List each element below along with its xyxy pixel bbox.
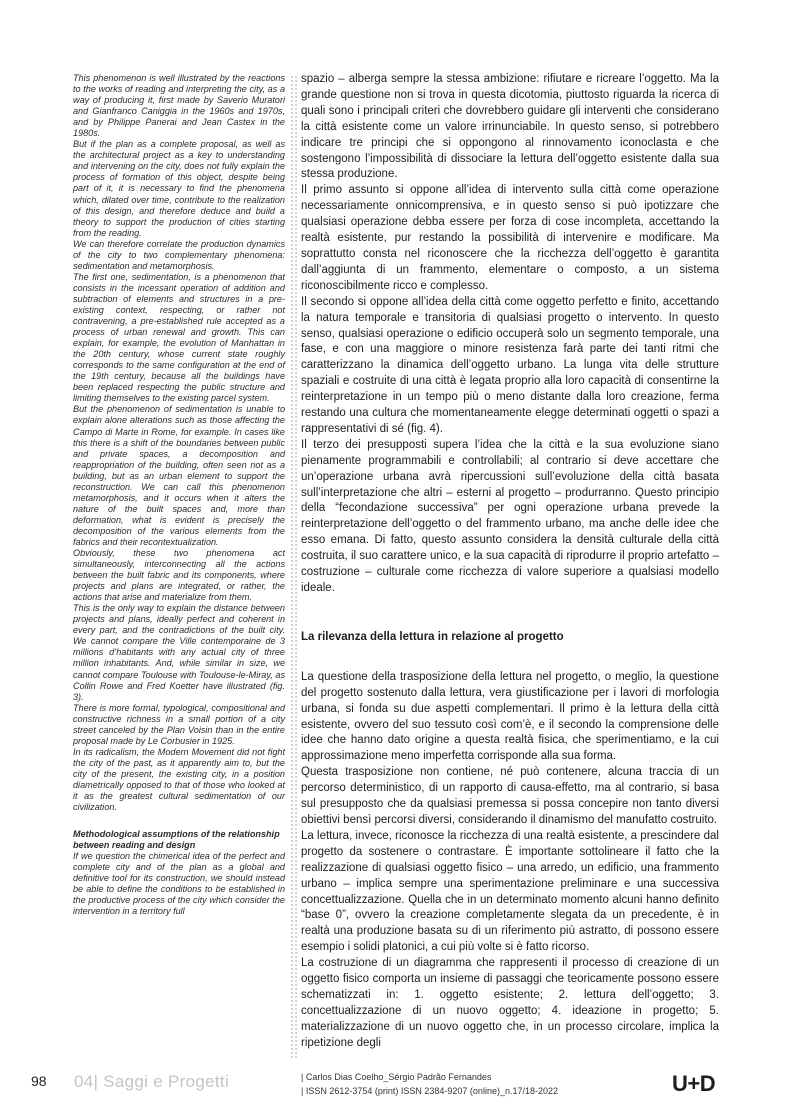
section-heading: La rilevanza della lettura in relazione al progetto (301, 630, 564, 643)
main-text-column (301, 72, 719, 1052)
sidebar-paragraph: But if the plan as a complete proposal, as well as the architectural project as a key to understanding and intervening on the city, does not fully explain the process of formation of this object, despite being part of it, it is necessary to find the phenomena which, dilated over time, contribute to the realization of this design, and therefore deduce and build a theory to support the production of cities starting from the reading. (73, 139, 285, 238)
body-paragraph: Il terzo dei presupposti supera l’idea che la città e la sua evoluzione siano pienamente programmabili e controllabili; al contrario si deve accettare che un’operazione urbana avrà ripercussioni sull’evoluzione della città basata sull’interpretazione che altri – esterni al progetto – produrranno. Questo principio della “fecondazione successiva” per ogni operazione urbana prevede la reinterpretazione dell’oggetto o del frammento urbano, ma anche delle idee che esso emana. Di fatto, questo assunto considera la densità culturale della città costruita, il suo carattere unico, e la sua capacità di riprodurre il proprio artefatto – costruzione – culturale come ricchezza di valore superiore a qualsiasi modello ideale. (301, 438, 719, 594)
footer-authors: | Carlos Dias Coelho_Sérgio Padrão Fernandes (301, 1072, 492, 1082)
sidebar-paragraph: We can therefore correlate the production dynamics of the city to two complementary phenomena: sedimentation and metamorphosis. (73, 238, 285, 271)
dotted-column-divider (290, 75, 298, 1060)
body-paragraph: Questa trasposizione non contiene, né può contenere, alcuna traccia di un percorso deterministico, di un rapporto di causa-effetto, ma al contrario, si basa sul presupposto che da qualsiasi premessa si possa concepire non tanto diversi obiettivi bensì percorsi diversi, considerando il dinamismo del manufatto costruito. (301, 766, 719, 826)
sidebar-paragraph: There is more formal, typological, compositional and constructive richness in a small portion of a city street canceled by the Plan Voisin than in the entire proposal made by Le Corbusier in 1925. (73, 702, 285, 746)
body-paragraph: spazio – alberga sempre la stessa ambizione: rifiutare e ricreare l’oggetto. Ma la grande questione non si trova in questa dicotomia, piuttosto riguarda la ricerca di quali sono i principali criteri che dovrebbero guidare gli interventi che considerano la città esistente come un valore irrinunciabile. In questo senso, si potrebbero indicare tre principi che si oppongono al rinnovamento iconoclasta e che sostengono l’impossibilità di dissociare la lettura dell’oggetto esistente dalla sua stessa produzione. (301, 73, 719, 181)
sidebar-paragraph: This is the only way to explain the distance between projects and plans, ideally perfect and coherent in every part, and the contradictions of the built city. We cannot compare the Ville contemporaine de 3 millions d’habitants with any actual city of three million inhabitants. And, while similar in size, we cannot compare Toulouse with Toulouse-le-Miray, as Collin Rowe and Fred Koetter have illustrated (fig. 3). (73, 603, 285, 702)
section-label: 04| Saggi e Progetti (74, 1072, 230, 1091)
sidebar-paragraph: In its radicalism, the Modern Movement did not fight the city of the past, as it apparently aim to, but the city of the present, the existing city, in a position diametrically opposed to that of those who looked at it as the greatest cultural sedimentation of our civilization. (73, 746, 285, 813)
body-paragraph: Il primo assunto si oppone all’idea di intervento sulla città come operazione necessariamente onnicomprensiva, e in questo senso si può ipotizzare che qualsiasi operazione debba essere per forza di cose incompleta, accettando la realtà esistente, pur restando la possibilità di intervenire e modificare. Ma soprattutto consta nel riconoscere che la ricchezza dell’oggetto è garantita dall’aggiunta di un frammento, elementare o composto, a un sistema riconoscibilmente ricco e complesso. (301, 184, 719, 292)
sidebar-paragraph: If we question the chimerical idea of the perfect and complete city and of the plan as a global and definitive tool for its construction, we should instead be able to define the conditions to be established in the productive process of the city which consider the intervention in a territory full (73, 851, 285, 917)
body-paragraph: La costruzione di un diagramma che rappresenti il processo di creazione di un oggetto fisico comporta un insieme di passaggi che teoricamente possono essere schematizzati in: 1. oggetto esistente; 2. lettura dell’oggetto; 3. concettualizzazione di un nuovo oggetto; 4. ideazione in progetto; 5. materializzazione di un nuovo oggetto che, in un processo circolare, implica la ripetizione degli (301, 957, 719, 1049)
sidebar-heading: Methodological assumptions of the relationship between reading and design (73, 829, 280, 851)
sidebar-paragraph: The first one, sedimentation, is a phenomenon that consists in the incessant operation of addition and subtraction of elements and structures in a pre-existing context, respecting, or rather not contravening, a pre-established rule accepted as a process of urban renewal and growth. This can explain, for example, the evolution of Manhattan in the 20th century, whose current state roughly corresponds to the same configuration at the end of the 19th century, because all the buildings have been replaced respecting the public structure and limiting themselves to the existing parcel system. (73, 271, 285, 404)
page-number: 98 (31, 1073, 47, 1089)
sidebar-paragraph: But the phenomenon of sedimentation is unable to explain alone alterations such as those affecting the Campo di Marte in Rome, for example. In cases like this there is a shift of the boundaries between public and private spaces, a decomposition and reappropriation of the building, often seen not as a building, but as an urban element to support the reconstruction. We can call this phenomenon metamorphosis, and it occurs when it alters the nature of the built spaces and, more than deformation, what is evident is precisely the decomposition of the various elements from the fabrics and their recontextualization. (73, 404, 285, 547)
journal-logo: U+D (672, 1071, 716, 1096)
body-paragraph: La lettura, invece, riconosce la ricchezza di una realtà esistente, a prescindere dal progetto da sostenere o contrastare. È importante sottolineare il fatto che la realizzazione di qualsiasi oggetto fisico – una arredo, un edificio, una frammento urbano – implica sempre una sperimentazione preliminare e una successiva concettualizzazione. Quella che in un determinato momento alcuni hanno definito “base 0”, ovvero la creazione completamente slegata da un precedente, è in realtà una produzione basata su di un riferimento più astratto, di possono essere esempio i solidi platonici, a cui più volte si è fatto ricorso. (301, 829, 719, 954)
body-paragraph: La questione della trasposizione della lettura nel progetto, o meglio, la questione del progetto sostenuto dalla lettura, vera giustificazione per i lavori di morfologia urbana, si fonda su due aspetti complementari. Il primo è la lettura della città esistente, ovvero del suo tessuto così com’è, e il secondo la comprensione delle idee che hanno dato origine a questa realtà fisica, che sperimentiamo, e la cui approssimazione meno imperfetta corrisponde alla sua forma. (301, 670, 719, 763)
english-sidebar-column (73, 73, 285, 918)
sidebar-paragraph: This phenomenon is well illustrated by the reactions to the works of reading and interpreting the city, as a way of producing it, first made by Saverio Muratori and Gianfranco Caniggia in the 1960s and 1970s, and by Philippe Panerai and Jean Castex in the 1980s. (73, 73, 285, 139)
footer-issn: | ISSN 2612-3754 (print) ISSN 2384-9207 (online)_n.17/18-2022 (301, 1086, 559, 1096)
body-paragraph: Il secondo si oppone all’idea della città come oggetto perfetto e finito, accettando la natura temporale e transitoria di qualsiasi progetto o intervento. In questo senso, qualsiasi operazione o edificio occuperà solo un segmento temporale, una fase, e con una maggiore o minore resistenza farà parte dei tanti ritmi che caratterizzano la dinamica dell’oggetto urbano. La lunga vita delle strutture spaziali e costruite di una città è legata proprio alla loro capacità di consentirne la reinterpretazione in un tempo più o meno distante dalla loro creazione, ferma restando una cultura che momentaneamente elegge determinati oggetti o spazi a rappresentativi di sé (fig. 4). (301, 295, 719, 435)
sidebar-paragraph: Obviously, these two phenomena act simultaneously, interconnecting all the actions between the built fabric and its components, where projects and plans are integrated, or rather, the actions that arise and materialize from them. (73, 548, 285, 603)
